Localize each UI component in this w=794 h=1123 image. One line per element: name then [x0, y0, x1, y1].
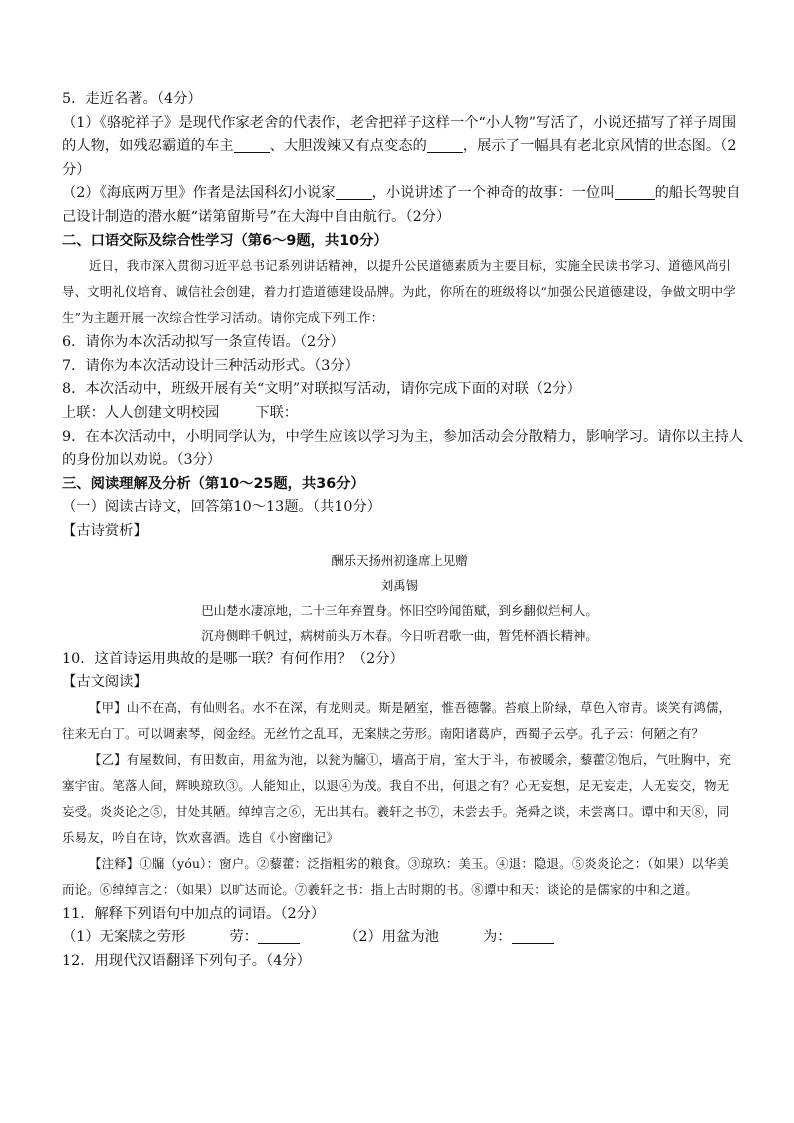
passage-yi: 【乙】有屋数间，有田数亩，用盆为池，以瓮为牖①，墙高于肩，室大于斗，布被暖余，藜藿②饱后，气吐胸中，充塞宇宙。笔落人间，辉映琼玖③。人能知止，以退④为茂。我自不出，何退之有？心无妄想，足无妄走，人无妄交，物无妄受。炎炎论之⑤，甘处其陋。绰绰言之⑥，无出其右。羲轩之书⑦，未尝去手。尧舜之谈，未尝离口。谭中和天⑧，同乐易友，吟自在诗，饮欢喜酒。选自《小窗幽记》 — [62, 751, 732, 845]
q5-part1-text-c: ，展示了一幅具有老北京风情的世态图。（2 — [462, 138, 737, 155]
q5-part1-text-a: 的人物，如残忍霸道的车主 — [62, 138, 234, 155]
q5-part1-line3: 分） — [62, 161, 91, 178]
couplet-upper: 上联：人人创建文明校园 — [62, 404, 220, 421]
q5-part1-text-b: 、大胆泼辣又有点变态的 — [269, 138, 427, 155]
q11-item2-word: 为： — [482, 929, 512, 946]
answer-blank-character[interactable] — [427, 137, 463, 153]
q11-item1: （1）无案牍之劳形 — [62, 929, 186, 946]
q5-title: 5．走近名著。（4分） — [62, 91, 202, 107]
q12: 12．用现代汉语翻译下列句子。（4分） — [62, 952, 311, 969]
answer-blank-captain[interactable] — [615, 184, 655, 200]
q10: 10．这首诗运用典故的是哪一联？有何作用？（2分） — [62, 650, 404, 667]
couplet-lower: 下联： — [255, 404, 299, 421]
exam-page — [62, 88, 744, 973]
answer-blank-author[interactable] — [336, 184, 372, 200]
couplet — [62, 402, 737, 426]
q11-item2: （2）用盆为池 — [344, 929, 439, 946]
q5-part2-text-a: （2）《海底两万里》作者是法国科幻小说家 — [62, 185, 336, 202]
q5-part2-line1 — [62, 182, 741, 206]
prose-label: 【古文阅读】 — [62, 674, 148, 691]
q8: 8．本次活动中，班级开展有关“文明”对联拟写活动，请你完成下面的对联（2分） — [62, 381, 581, 398]
q5-part1-line2 — [62, 135, 737, 159]
q9-line1: 9．在本次活动中，小明同学认为，中学生应该以学习为主，参加活动会分散精力，影响学习。请你以主持人 — [62, 428, 744, 445]
poem-author: 刘禹锡 — [380, 577, 419, 593]
q5-part2-text-c: 的船长驾驶自 — [654, 185, 741, 202]
section3-part1: （一）阅读古诗文，回答第10～13题。（共10分） — [62, 499, 382, 516]
q11-item1-word: 劳： — [229, 929, 259, 946]
q6: 6．请你为本次活动拟写一条宣传语。（2分） — [62, 334, 345, 351]
poem-line-2: 沉舟侧畔千帆过，病树前头万木春。今日听君歌一曲，暂凭杯酒长精神。 — [201, 627, 598, 643]
section3-heading: 三、阅读理解及分析（第10～25题，共36分） — [62, 475, 365, 492]
answer-blank-wei[interactable] — [512, 928, 554, 944]
q11-items — [62, 926, 737, 950]
passage-jia: 【甲】山不在高，有仙则名。水不在深，有龙则灵。斯是陋室，惟吾德馨。苔痕上阶绿，草色入帘青。谈笑有鸿儒，往来无白丁。可以调素琴，阅金经。无丝竹之乱耳，无案牍之劳形。南阳诸葛庐，西蜀子云亭。孔子云：何陋之有？ — [62, 699, 732, 741]
poem-label: 【古诗赏析】 — [62, 522, 148, 539]
poem-title: 酬乐天扬州初逢席上见赠 — [331, 552, 468, 568]
section2-intro: 近日，我市深入贯彻习近平总书记系列讲话精神，以提升公民道德素质为主要目标，实施全民读书学习、道德风尚引导、文明礼仪培育、诚信社会创建，着力打造道德建设品牌。为此，你所在的班级将以“加强公民道德建设，争做文明中学生”为主题开展一次综合性学习活动。请你完成下列工作： — [62, 258, 736, 326]
answer-blank-lao[interactable] — [258, 928, 300, 944]
q11: 11．解释下列语句中加点的词语。（2分） — [62, 905, 326, 922]
q7: 7．请你为本次活动设计三种活动形式。（3分） — [62, 357, 359, 374]
poem-line-1: 巴山楚水凄凉地，二十三年弃置身。怀旧空吟闻笛赋，到乡翻似烂柯人。 — [201, 602, 598, 618]
q5-part1-line1: （1）《骆驼祥子》是现代作家老舍的代表作，老舍把祥子这样一个“小人物”写活了，小说还描写了祥子周围 — [62, 114, 737, 131]
annotations: 【注释】①牖（yóu）：窗户。②藜藿：泛指粗劣的粮食。③琼玖：美玉。④退：隐退。⑤炎炎论之：（如果）以华美而论。⑥绰绰言之：（如果）以旷达而论。⑦羲轩之书：指上古时期的书。⑧谭中和天：谈论的是儒家的中和之道。 — [62, 855, 730, 897]
answer-blank-carowner[interactable] — [234, 137, 270, 153]
section2-heading: 二、口语交际及综合性学习（第6～9题，共10分） — [62, 232, 388, 249]
q5-part2-line2: 己设计制造的潜水艇“诺第留斯号”在大海中自由航行。（2分） — [62, 208, 451, 225]
q9-line2: 的身份加以劝说。（3分） — [62, 452, 222, 469]
q5-part2-text-b: ，小说讲述了一个神奇的故事：一位叫 — [371, 185, 615, 202]
